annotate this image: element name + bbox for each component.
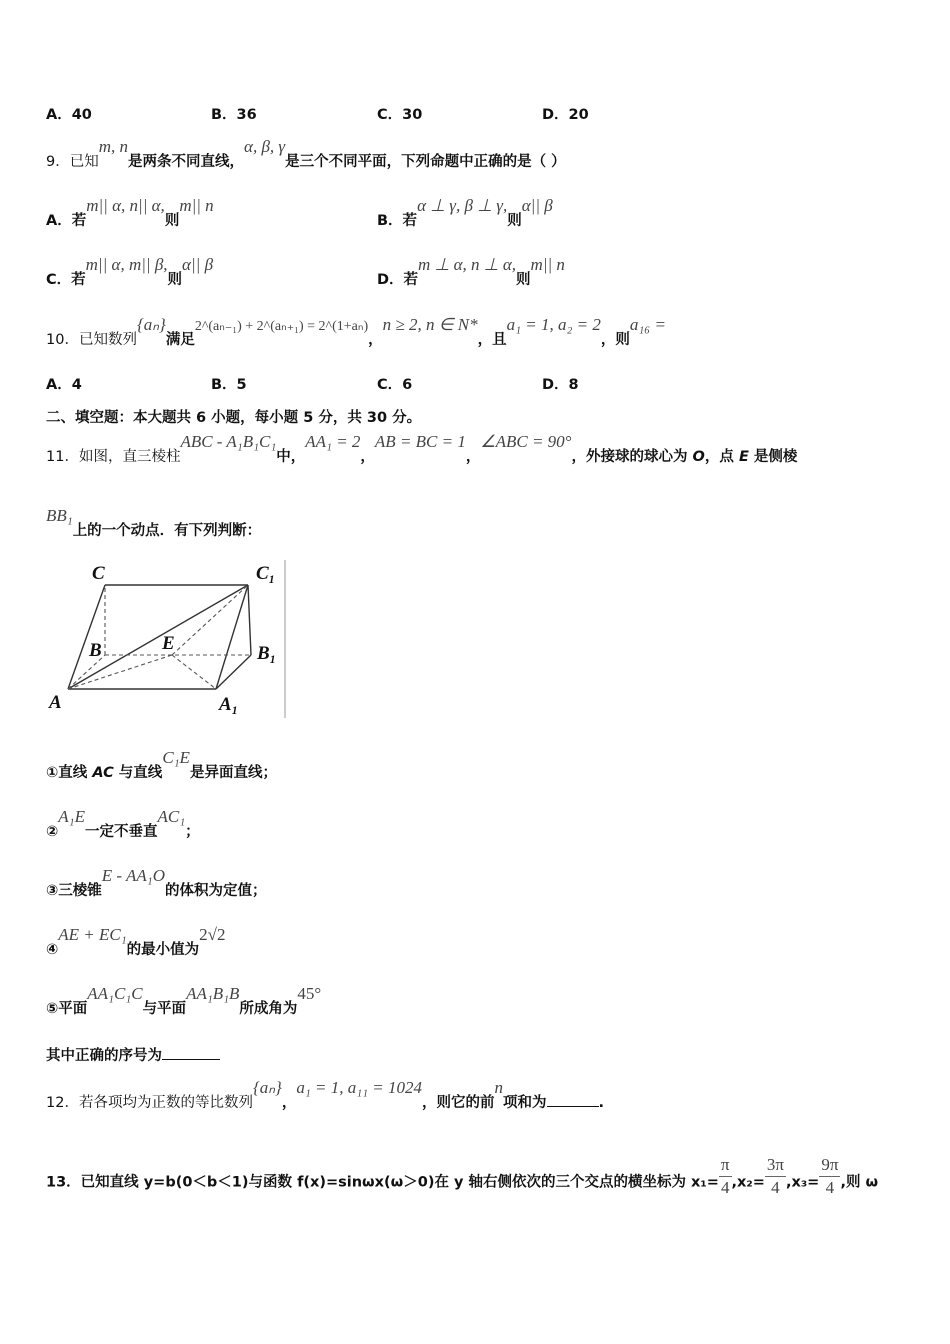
q11-stem-cont: BB₁上的一个动点．有下列判断：	[46, 506, 262, 539]
q9-option-d: D．若m ⊥ α, n ⊥ α,则m|| n	[377, 255, 565, 288]
q8-option-d: D．20	[542, 107, 589, 123]
q11-answer-line: 其中正确的序号为	[46, 1044, 220, 1065]
q8-option-b: B．36	[211, 107, 257, 123]
q11-judgement-1: ①直线 AC 与直线C₁E是异面直线；	[46, 748, 277, 781]
fraction-x3: $\frac{9\pi}{4}$	[821, 1155, 839, 1197]
q10-stem: 10．已知数列{aₙ}满足2^(aₙ₋₁) + 2^(aₙ₊₁) = 2^(1+aₙ)，n ≥ 2, n ∈ N*，且a₁ = 1, a₂ = 2，则a₁₆ =	[46, 315, 666, 348]
q8-option-c: C．30	[377, 107, 423, 123]
q12-stem: 12．若各项均为正数的等比数列{aₙ}，a₁ = 1, a₁₁ = 1024，则它的前n项和为 .	[46, 1078, 605, 1111]
q9-option-a: A．若m|| α, n|| α,则m|| n	[46, 196, 214, 229]
q10-option-c: C．6	[377, 377, 413, 393]
label-C1: C₁	[256, 563, 276, 584]
fraction-x1: $\frac{\pi}{4}$	[720, 1155, 730, 1197]
q11-judgement-5: ⑤平面AA₁C₁C与平面AA₁B₁B所成角为45°	[46, 984, 322, 1017]
q8-option-a: A．40	[46, 107, 92, 123]
fraction-x2: $\frac{3\pi}{4}$	[766, 1155, 784, 1197]
label-A1: A₁	[219, 694, 239, 715]
answer-blank-12[interactable]	[547, 1106, 599, 1107]
q10-option-b: B．5	[211, 377, 247, 393]
line-e-a1	[172, 655, 216, 689]
label-B: B	[89, 640, 102, 661]
label-A: A	[49, 692, 62, 713]
label-B1: B₁	[257, 643, 277, 664]
q11-stem: 11．如图，直三棱柱ABC - A₁B₁C₁中，AA₁ = 2，AB = BC = 1，∠ABC = 90°，外接球的球心为 O，点 E 是侧棱	[46, 432, 798, 465]
q11-judgement-2: ②A₁E一定不垂直AC₁；	[46, 807, 200, 840]
edge-a-c	[68, 585, 105, 689]
section-heading: 二、填空题：本大题共 6 小题，每小题 5 分，共 30 分。	[46, 410, 422, 426]
prism-figure	[44, 558, 294, 720]
label-E: E	[162, 633, 175, 654]
q10-option-d: D．8	[542, 377, 579, 393]
q11-judgement-3: ③三棱锥E - AA₁O的体积为定值；	[46, 866, 267, 899]
q9-stem: 9．已知m, n是两条不同直线，α, β, γ是三个不同平面，下列命题中正确的是（ ）	[46, 137, 566, 170]
line-a-e	[68, 655, 172, 689]
q9-option-b: B．若α ⊥ γ, β ⊥ γ,则α|| β	[377, 196, 553, 229]
q11-judgement-4: ④AE + EC₁的最小值为2√2	[46, 925, 226, 958]
q9-option-c: C．若m|| α, m|| β,则α|| β	[46, 255, 214, 288]
answer-blank[interactable]	[162, 1059, 220, 1060]
label-C: C	[92, 563, 105, 584]
q13-stem: 13．已知直线 y=b(0＜b＜1)与函数 f(x)=sinωx(ω＞0)在 y 轴右侧依次的三个交点的横坐标为 x₁= $\frac{\pi}{4}$ ,x₂= $\frac{3\pi}{4}$ ,x₃= $\frac{9\pi}{4}$ ,则 ω	[46, 1155, 879, 1197]
edge-b1-c1	[248, 585, 251, 655]
q10-option-a: A．4	[46, 377, 82, 393]
